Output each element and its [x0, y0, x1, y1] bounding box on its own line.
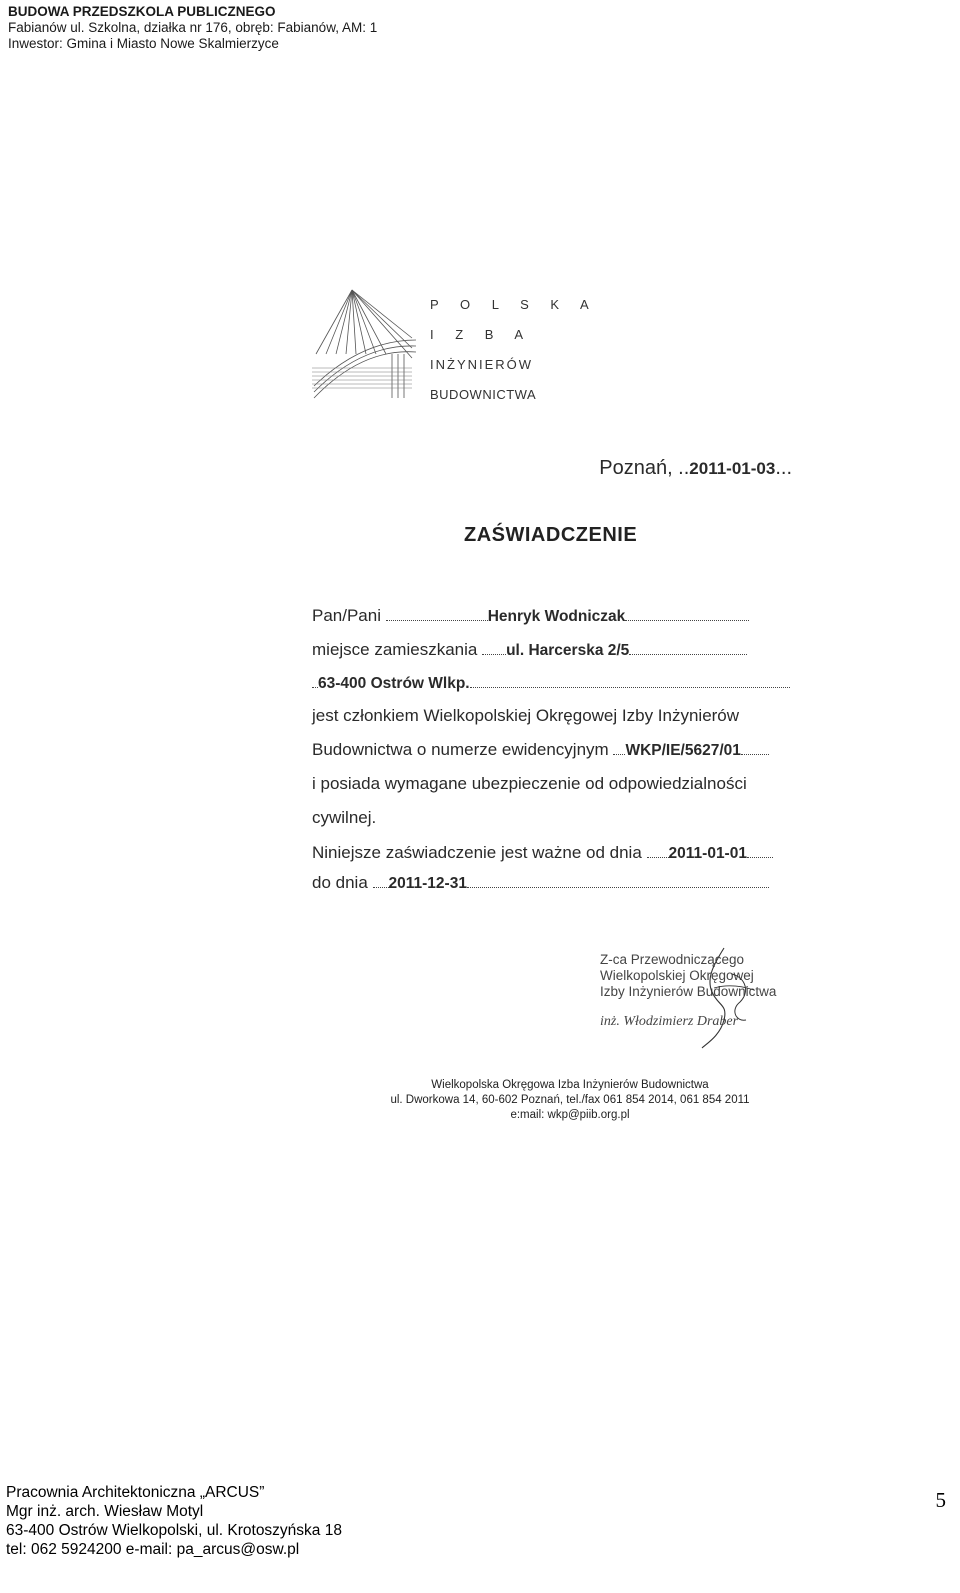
- name-label: Pan/Pani: [312, 606, 381, 625]
- page-footer: [6, 1483, 342, 1559]
- footer-contact: tel: 062 5924200 e-mail: pa_arcus@osw.pl: [6, 1541, 300, 1558]
- body-line-1: jest członkiem Wielkopolskiej Okręgowej Izby Inżynierów: [312, 706, 740, 725]
- reg-number: WKP/IE/5627/01: [625, 742, 741, 759]
- signature-role-3: Izby Inżynierów Budownictwa: [600, 984, 777, 999]
- place-date: [599, 457, 792, 480]
- valid-from-row: [312, 843, 773, 863]
- valid-to-row: [312, 873, 769, 893]
- reg-number-row: [312, 740, 769, 760]
- chamber-logo-icon: [312, 288, 418, 400]
- logo-line-polska: P O L S K A: [430, 297, 598, 312]
- reg-number-label: Budownictwa o numerze ewidencyjnym: [312, 740, 609, 759]
- footer-architect: Mgr inż. arch. Wiesław Motyl: [6, 1503, 204, 1520]
- valid-to-label: do dnia: [312, 873, 368, 892]
- city-row: [312, 673, 790, 693]
- place-label: Poznań, ..: [599, 457, 690, 479]
- footer-studio-name: Pracownia Architektoniczna „ARCUS”: [6, 1484, 265, 1501]
- chamber-address: ul. Dworkowa 14, 60-602 Poznań, tel./fax 061 854 2014, 061 854 2011: [390, 1094, 750, 1106]
- address-row: [312, 640, 747, 660]
- name-value: Henryk Wodniczak: [487, 608, 626, 625]
- signature-role-1: Z-ca Przewodniczącego: [600, 952, 745, 967]
- name-row: [312, 606, 749, 626]
- signature-role-2: Wielkopolskiej Okręgowej: [600, 968, 754, 983]
- footer-address: 63-400 Ostrów Wielkopolski, ul. Krotoszyńska 18: [6, 1522, 342, 1539]
- document-header: [8, 4, 377, 52]
- chamber-logo-text: [430, 290, 598, 410]
- address-label: miejsce zamieszkania: [312, 640, 478, 659]
- valid-from-date: 2011-01-01: [668, 845, 747, 862]
- header-investor: Inwestor: Gmina i Miasto Nowe Skalmierzyce: [8, 36, 279, 51]
- valid-from-label: Niniejsze zaświadczenie jest ważne od dnia: [312, 843, 642, 862]
- header-project-title: BUDOWA PRZEDSZKOLA PUBLICZNEGO: [8, 4, 276, 19]
- valid-to-date: 2011-12-31: [388, 875, 467, 892]
- place-date-suffix: ...: [775, 457, 792, 479]
- signatory-name: inż. Włodzimierz Draber: [600, 1014, 739, 1029]
- body-line-4: cywilnej.: [312, 808, 377, 827]
- chamber-contact-footer: [380, 1078, 760, 1123]
- page-number: 5: [935, 1488, 946, 1512]
- logo-line-inzynierow: INŻYNIERÓW: [430, 357, 534, 372]
- chamber-email: e:mail: wkp@piib.org.pl: [510, 1109, 630, 1121]
- city-value: 63-400 Ostrów Wlkp.: [318, 675, 470, 692]
- issue-date: 2011-01-03: [689, 459, 776, 478]
- address-value: ul. Harcerska 2/5: [506, 642, 630, 659]
- body-line-3: i posiada wymagane ubezpieczenie od odpowiedzialności: [312, 774, 747, 793]
- document-title: ZAŚWIADCZENIE: [464, 524, 638, 546]
- chamber-name: Wielkopolska Okręgowa Izba Inżynierów Budownictwa: [431, 1079, 709, 1091]
- header-location: Fabianów ul. Szkolna, działka nr 176, obręb: Fabianów, AM: 1: [8, 20, 378, 35]
- handwritten-signature-icon: [684, 944, 762, 1052]
- logo-line-izba: I Z B A: [430, 327, 533, 342]
- logo-line-budownictwa: BUDOWNICTWA: [430, 387, 537, 402]
